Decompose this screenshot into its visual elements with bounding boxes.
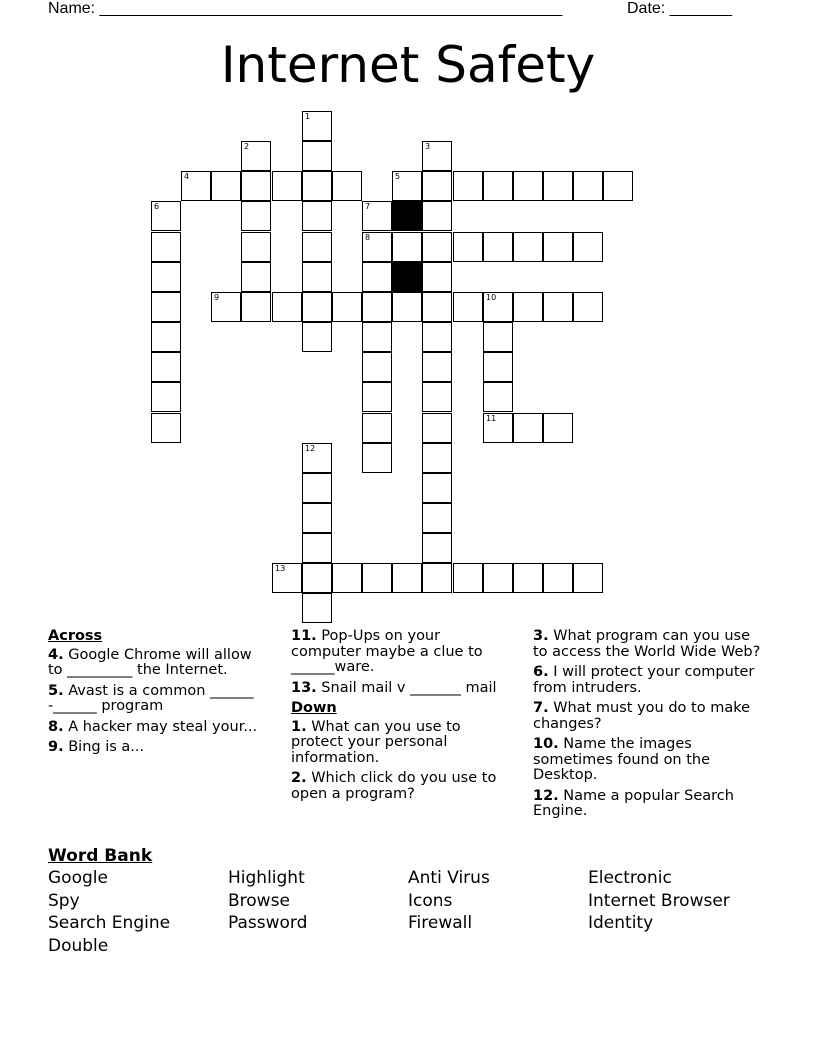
clues-column-3 [533,629,768,825]
grid-cell[interactable] [302,473,332,503]
grid-cell[interactable] [453,563,483,593]
clue-number-label: 2 [244,142,250,151]
grid-cell[interactable] [302,141,332,171]
clue-down-2: 2. Which click do you use to open a program? [291,770,497,802]
grid-cell[interactable] [422,171,452,201]
grid-cell[interactable] [362,232,392,262]
grid-cell[interactable] [392,171,422,201]
word-bank-column-4 [588,867,730,935]
word-bank-item: Double [48,935,109,956]
grid-cell[interactable] [302,292,332,322]
grid-cell[interactable] [422,503,452,533]
grid-cell[interactable] [422,563,452,593]
grid-cell[interactable] [543,171,573,201]
grid-cell[interactable] [483,322,513,352]
grid-cell[interactable] [362,322,392,352]
grid-cell[interactable] [302,232,332,262]
clue-number-label: 13 [275,564,286,573]
word-bank-item: Firewall [408,913,473,933]
word-bank-item: Internet Browser [588,890,730,911]
clue-number-label: 9 [214,293,220,302]
grid-cell[interactable] [513,232,543,262]
clue-down-10: 10. Name the images sometimes found on the Desktop. [533,736,711,783]
word-bank-column-2 [228,867,307,935]
grid-cell[interactable] [241,262,271,292]
grid-cell[interactable] [211,171,241,201]
grid-cell [392,201,422,231]
clue-number-label: 12 [305,444,316,453]
grid-cell[interactable] [392,563,422,593]
grid-cell[interactable] [543,563,573,593]
grid-cell[interactable] [302,171,332,201]
word-bank-item: Icons [408,890,453,911]
clue-across-11: 11. Pop-Ups on your computer maybe a clue to ______ware. [291,628,483,675]
word-bank-item: Search Engine [48,913,171,933]
word-bank-item: Google [48,868,108,888]
grid-cell[interactable] [302,443,332,473]
date-field-label[interactable]: Date: _______ [627,0,732,17]
grid-cell[interactable] [543,232,573,262]
grid-cell[interactable] [241,141,271,171]
grid-cell[interactable] [362,443,392,473]
grid-cell[interactable] [483,232,513,262]
clue-number-label: 8 [365,233,371,242]
grid-cell[interactable] [422,413,452,443]
word-bank-column-1 [48,867,170,957]
grid-cell[interactable] [422,382,452,412]
grid-cell[interactable] [573,232,603,262]
word-bank-item: Spy [48,890,80,911]
grid-cell[interactable] [483,292,513,322]
clue-down-7: 7. What must you do to make changes? [533,700,751,732]
grid-cell[interactable] [603,171,633,201]
grid-cell[interactable] [272,563,302,593]
grid-cell[interactable] [422,473,452,503]
grid-cell[interactable] [272,292,302,322]
grid-cell[interactable] [483,563,513,593]
clue-across-5: 5. Avast is a common ______ -______ program [48,682,254,714]
grid-cell[interactable] [513,413,543,443]
clue-number-label: 1 [305,112,311,121]
grid-cell[interactable] [422,443,452,473]
clue-down-3: 3. What program can you use to access the World Wide Web? [533,628,761,660]
grid-cell[interactable] [422,292,452,322]
clue-across-9: 9. Bing is a... [48,739,145,755]
grid-cell[interactable] [151,201,181,231]
grid-cell[interactable] [302,111,332,141]
grid-cell[interactable] [573,563,603,593]
grid-cell[interactable] [483,352,513,382]
grid-cell[interactable] [332,171,362,201]
grid-cell[interactable] [543,292,573,322]
grid-cell[interactable] [422,533,452,563]
word-bank-item: Highlight [228,868,305,888]
grid-cell [392,262,422,292]
name-field-label[interactable]: Name: ____________________________________________________ [48,0,563,17]
grid-cell[interactable] [302,533,332,563]
clue-across-13: 13. Snail mail v _______ mail [291,679,497,696]
clue-across-8: 8. A hacker may steal your... [48,718,258,735]
grid-cell[interactable] [362,382,392,412]
grid-cell[interactable] [332,292,362,322]
grid-cell[interactable] [151,352,181,382]
grid-cell[interactable] [573,171,603,201]
grid-cell[interactable] [483,382,513,412]
grid-cell[interactable] [362,352,392,382]
grid-cell[interactable] [302,593,332,623]
grid-cell[interactable] [151,382,181,412]
grid-cell[interactable] [422,232,452,262]
clue-down-12: 12. Name a popular Search Engine. [533,787,734,819]
grid-cell[interactable] [573,292,603,322]
grid-cell[interactable] [241,201,271,231]
grid-cell[interactable] [181,171,211,201]
clues-column-1 [48,629,258,761]
word-bank-item: Password [228,913,308,933]
clue-number-label: 6 [154,202,160,211]
grid-cell[interactable] [211,292,241,322]
clue-number-label: 4 [184,172,190,181]
clues-column-2 [291,629,506,807]
grid-cell[interactable] [422,322,452,352]
clue-number-label: 11 [486,414,497,423]
grid-cell[interactable] [151,262,181,292]
grid-cell[interactable] [302,201,332,231]
clue-down-1: 1. What can you use to protect your personal information. [291,718,461,766]
grid-cell[interactable] [241,171,271,201]
grid-cell[interactable] [543,413,573,443]
clue-number-label: 7 [365,202,371,211]
grid-cell[interactable] [151,413,181,443]
clue-number-label: 10 [486,293,497,302]
grid-cell[interactable] [422,141,452,171]
grid-cell[interactable] [272,171,302,201]
grid-cell[interactable] [302,563,332,593]
grid-cell[interactable] [422,262,452,292]
grid-cell[interactable] [453,171,483,201]
page-title: Internet Safety [220,36,596,94]
clue-number-label: 5 [395,172,401,181]
grid-cell[interactable] [362,201,392,231]
grid-cell[interactable] [513,563,543,593]
grid-cell[interactable] [453,232,483,262]
grid-cell[interactable] [362,413,392,443]
grid-cell[interactable] [392,232,422,262]
header [48,0,748,20]
grid-cell[interactable] [513,171,543,201]
grid-cell[interactable] [362,262,392,292]
grid-cell[interactable] [302,262,332,292]
grid-cell[interactable] [241,292,271,322]
across-heading: Across [48,628,103,644]
word-bank-title: Word Bank [48,846,153,866]
word-bank-item: Identity [588,913,654,933]
word-bank-item: Anti Virus [408,868,490,888]
grid-cell[interactable] [513,292,543,322]
grid-cell[interactable] [241,232,271,262]
grid-cell[interactable] [151,232,181,262]
clue-across-4: 4. Google Chrome will allow to _________ the Internet. [48,646,252,678]
grid-cell[interactable] [151,292,181,322]
word-bank-item: Browse [228,890,290,911]
down-heading: Down [291,700,337,716]
grid-cell[interactable] [422,201,452,231]
grid-cell[interactable] [332,563,362,593]
grid-cell[interactable] [151,322,181,352]
clue-number-label: 3 [425,142,431,151]
grid-cell[interactable] [392,292,422,322]
word-bank-item: Electronic [588,868,672,888]
grid-cell[interactable] [483,171,513,201]
grid-cell[interactable] [483,413,513,443]
grid-cell[interactable] [453,292,483,322]
grid-cell[interactable] [302,503,332,533]
grid-cell[interactable] [362,563,392,593]
grid-cell[interactable] [362,292,392,322]
clue-down-6: 6. I will protect your computer from intruders. [533,664,755,696]
word-bank-column-3 [408,867,490,935]
grid-cell[interactable] [302,322,332,352]
grid-cell[interactable] [422,352,452,382]
